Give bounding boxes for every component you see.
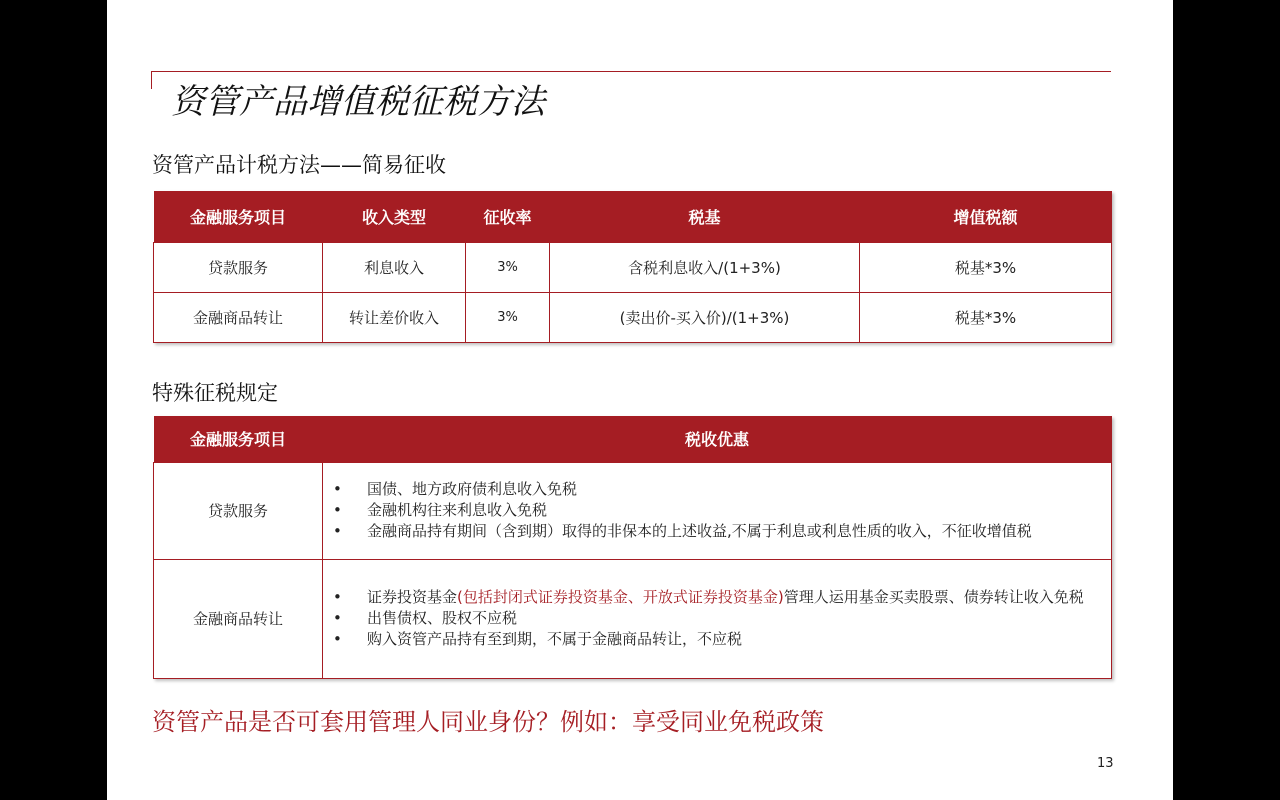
page-title: 资管产品增值税征税方法 (171, 82, 545, 122)
table-cell: 利息收入 (323, 242, 466, 292)
table-row (154, 242, 1112, 292)
table-cell: 转让差价收入 (323, 292, 466, 342)
question-text: 资管产品是否可套用管理人同业身份？例如：享受同业免税政策 (152, 708, 824, 736)
table-cell: 3% (466, 292, 550, 342)
table-cell: 金融商品转让 (154, 292, 323, 342)
benefits-list (323, 479, 1101, 542)
bullet-text: 证券投资基金 (367, 588, 458, 606)
list-item: • 出售债权、股权不应税 (367, 608, 1101, 629)
col-header: 征收率 (466, 191, 550, 242)
section1-heading: 资管产品计税方法——简易征收 (152, 153, 446, 177)
table-header-row (154, 416, 1112, 462)
table-header-row (154, 191, 1112, 242)
col-header: 收入类型 (323, 191, 466, 242)
table-cell: 金融商品转让 (154, 559, 323, 678)
slide (107, 0, 1173, 800)
table-cell: 含税利息收入/(1+3%) (550, 242, 860, 292)
table-cell: 税基*3% (860, 242, 1112, 292)
list-item: • 购入资管产品持有至到期，不属于金融商品转让，不应税 (367, 629, 1101, 650)
bullet-text: 管理人运用基金买卖股票、债券转让收入免税 (783, 588, 1084, 606)
list-item (367, 587, 1101, 608)
table-cell: 3% (466, 242, 550, 292)
title-tick (151, 71, 152, 89)
col-header: 税收优惠 (323, 416, 1112, 462)
table-row (154, 462, 1112, 559)
table-cell: 贷款服务 (154, 462, 323, 559)
table-cell: 贷款服务 (154, 242, 323, 292)
col-header: 金融服务项目 (154, 416, 323, 462)
list-item: • 金融机构往来利息收入免税 (367, 500, 1101, 521)
benefits-list (323, 587, 1101, 650)
col-header: 税基 (550, 191, 860, 242)
col-header: 增值税额 (860, 191, 1112, 242)
table-row (154, 292, 1112, 342)
list-item: • 国债、地方政府债利息收入免税 (367, 479, 1101, 500)
table-cell: (卖出价-买入价)/(1+3%) (550, 292, 860, 342)
special-rules-table (153, 416, 1112, 679)
page-number: 13 (1097, 756, 1114, 771)
tax-method-table (153, 191, 1112, 343)
benefits-cell (323, 559, 1112, 678)
highlight-text: (包括封闭式证券投资基金、开放式证券投资基金) (457, 588, 784, 606)
col-header: 金融服务项目 (154, 191, 323, 242)
table-row (154, 559, 1112, 678)
benefits-cell (323, 462, 1112, 559)
section2-heading: 特殊征税规定 (152, 381, 278, 405)
table-cell: 税基*3% (860, 292, 1112, 342)
list-item: • 金融商品持有期间（含到期）取得的非保本的上述收益,不属于利息或利息性质的收入，不征收增值税 (367, 521, 1101, 542)
title-rule (151, 71, 1111, 72)
